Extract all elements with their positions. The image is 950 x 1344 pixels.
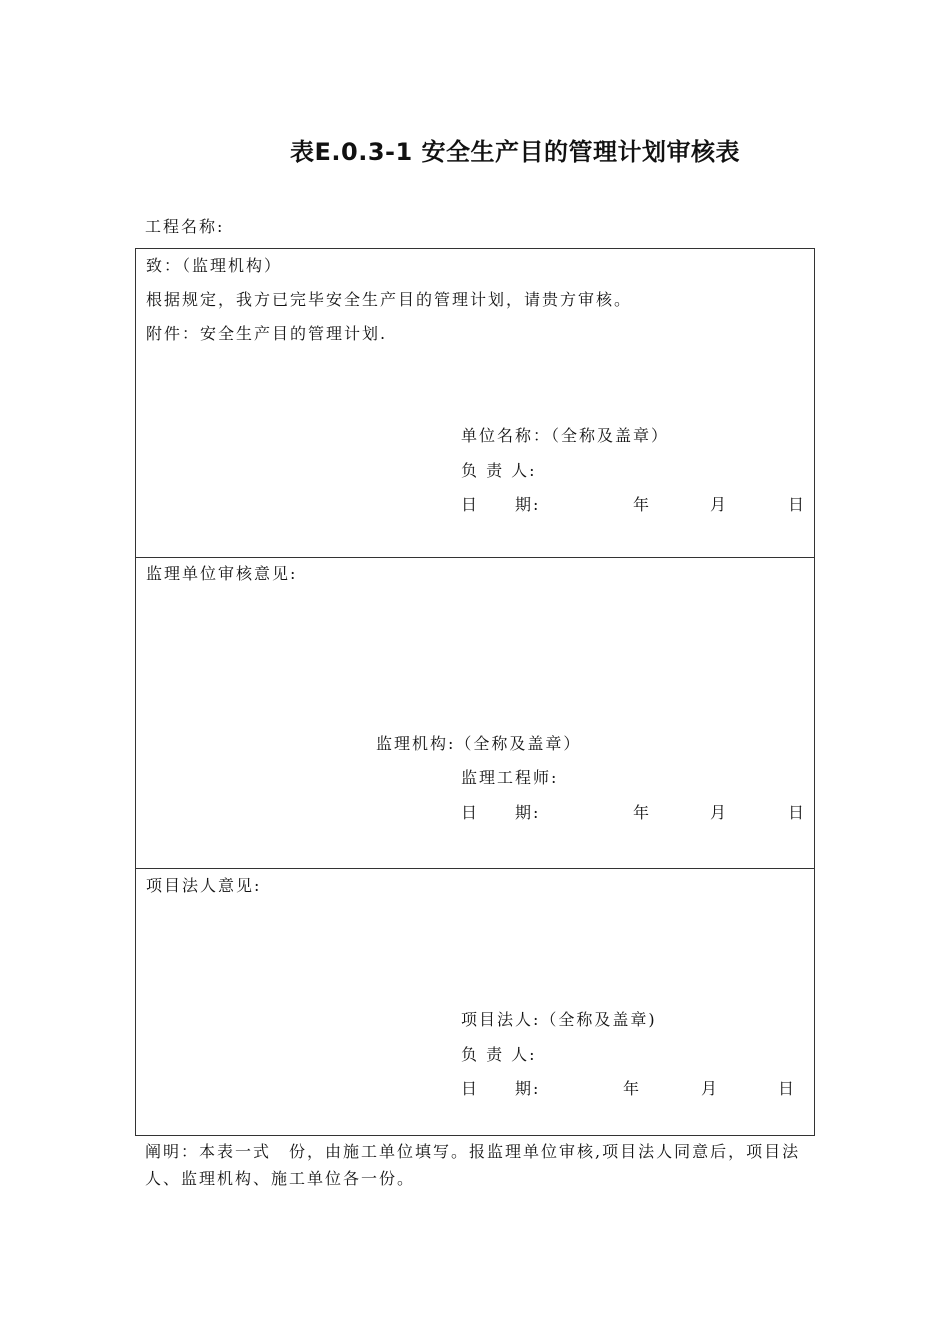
page-title: 表E.0.3-1 安全生产目的管理计划审核表 (290, 138, 741, 166)
explanatory-note: 阐明：本表一式 份，由施工单位填写。报监理单位审核,项目法人同意后，项目法人、监理机构、施工单位各一份。 (145, 1142, 801, 1188)
date-label: 日 期: (461, 1079, 541, 1098)
submission-text: 根据规定，我方已完毕安全生产目的管理计划，请贵方审核。 (146, 290, 633, 309)
year-label: 年 (623, 1079, 642, 1098)
review-form (135, 248, 815, 1136)
month-label: 月 (701, 1079, 720, 1098)
contractor-section (136, 249, 814, 558)
month-label: 月 (710, 495, 729, 514)
year-label: 年 (633, 803, 652, 822)
supervisor-opinion-heading: 监理单位审核意见: (146, 564, 298, 583)
day-label: 日 (788, 803, 807, 822)
date-label: 日 期: (461, 495, 541, 514)
unit-name-label: 单位名称：（全称及盖章） (461, 426, 670, 445)
day-label: 日 (778, 1079, 797, 1098)
legal-person-section (136, 869, 814, 1135)
responsible-person-label: 负 责 人: (461, 1045, 537, 1064)
responsible-person-label: 负 责 人: (461, 461, 537, 480)
addressee-line: 致：（监理机构） (146, 256, 283, 275)
attachment-line: 附件：安全生产目的管理计划. (146, 324, 388, 343)
year-label: 年 (633, 495, 652, 514)
date-label: 日 期: (461, 803, 541, 822)
legal-person-opinion-heading: 项目法人意见: (146, 876, 262, 895)
supervisor-section (136, 558, 814, 869)
legal-person-label: 项目法人:（全称及盖章) (461, 1010, 657, 1029)
supervisor-org-label: 监理机构:（全称及盖章） (376, 734, 582, 753)
day-label: 日 (788, 495, 807, 514)
month-label: 月 (710, 803, 729, 822)
supervising-engineer-label: 监理工程师: (461, 768, 559, 787)
project-name-label: 工程名称: (145, 217, 225, 236)
